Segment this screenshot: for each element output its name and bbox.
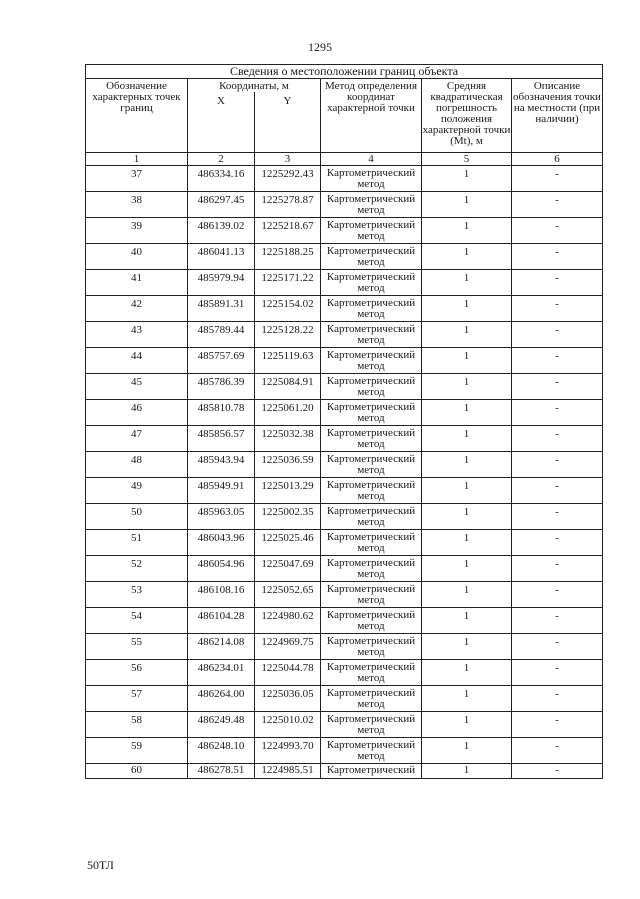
y-cell: 1225002.35 [255,504,321,530]
table-row [86,296,603,322]
x-cell: 485943.94 [188,452,255,478]
table-row [86,556,603,582]
header-method: Метод определения координат характерной точки [321,79,422,153]
point-cell: 55 [86,634,188,660]
point-cell: 38 [86,192,188,218]
y-cell: 1225171.22 [255,270,321,296]
column-number: 5 [422,153,512,166]
y-cell: 1225218.67 [255,218,321,244]
x-cell: 486214.08 [188,634,255,660]
column-numbers-row [86,153,603,166]
method-cell: Картометрический метод [321,712,422,738]
x-cell: 486041.13 [188,244,255,270]
method-cell: Картометрический метод [321,348,422,374]
header-designation: Обозначение характерных точек границ [86,79,188,153]
point-cell: 58 [86,712,188,738]
description-cell: - [512,244,603,270]
error-cell: 1 [422,270,512,296]
point-cell: 47 [86,426,188,452]
y-cell: 1225052.65 [255,582,321,608]
method-cell: Картометрический метод [321,296,422,322]
table-row [86,608,603,634]
error-cell: 1 [422,608,512,634]
description-cell: - [512,400,603,426]
point-cell: 51 [86,530,188,556]
error-cell: 1 [422,712,512,738]
error-cell: 1 [422,400,512,426]
error-cell: 1 [422,218,512,244]
method-cell: Картометрический метод [321,192,422,218]
point-cell: 54 [86,608,188,634]
y-cell: 1225278.87 [255,192,321,218]
page-number: 1295 [308,40,332,54]
table-row [86,478,603,504]
table-row [86,270,603,296]
y-cell: 1225036.05 [255,686,321,712]
error-cell: 1 [422,530,512,556]
x-cell: 486264.00 [188,686,255,712]
table-row [86,634,603,660]
header-coordinates: Координаты, м [188,79,321,93]
x-cell: 486108.16 [188,582,255,608]
description-cell: - [512,192,603,218]
x-cell: 486248.10 [188,738,255,764]
table-row [86,504,603,530]
method-cell: Картометрический метод [321,426,422,452]
point-cell: 43 [86,322,188,348]
table-row [86,218,603,244]
description-cell: - [512,712,603,738]
method-cell: Картометрический метод [321,322,422,348]
column-number: 3 [255,153,321,166]
table-title: Сведения о местоположении границ объекта [86,65,603,79]
x-cell: 485757.69 [188,348,255,374]
x-cell: 485963.05 [188,504,255,530]
point-cell: 50 [86,504,188,530]
point-cell: 40 [86,244,188,270]
y-cell: 1224969.75 [255,634,321,660]
header-row [86,79,603,93]
x-cell: 486334.16 [188,166,255,192]
x-cell: 485891.31 [188,296,255,322]
y-cell: 1224985.51 [255,764,321,779]
y-cell: 1225025.46 [255,530,321,556]
y-cell: 1224993.70 [255,738,321,764]
description-cell: - [512,166,603,192]
x-cell: 486249.48 [188,712,255,738]
description-cell: - [512,738,603,764]
description-cell: - [512,764,603,779]
method-cell: Картометрический метод [321,166,422,192]
point-cell: 56 [86,660,188,686]
x-cell: 486278.51 [188,764,255,779]
y-cell: 1225010.02 [255,712,321,738]
description-cell: - [512,348,603,374]
point-cell: 57 [86,686,188,712]
column-number: 2 [188,153,255,166]
table-row [86,374,603,400]
method-cell: Картометрический метод [321,582,422,608]
error-cell: 1 [422,426,512,452]
footer-code: 50ТЛ [87,858,114,872]
y-cell: 1225128.22 [255,322,321,348]
description-cell: - [512,478,603,504]
point-cell: 46 [86,400,188,426]
description-cell: - [512,608,603,634]
table-row [86,452,603,478]
method-cell: Картометрический метод [321,400,422,426]
boundary-points-table [85,64,603,779]
point-cell: 60 [86,764,188,779]
point-cell: 53 [86,582,188,608]
x-cell: 485949.91 [188,478,255,504]
point-cell: 44 [86,348,188,374]
error-cell: 1 [422,348,512,374]
y-cell: 1225084.91 [255,374,321,400]
table-row [86,348,603,374]
method-cell: Картометрический метод [321,686,422,712]
y-cell: 1225036.59 [255,452,321,478]
y-cell: 1225044.78 [255,660,321,686]
description-cell: - [512,270,603,296]
y-cell: 1225013.29 [255,478,321,504]
method-cell: Картометрический метод [321,478,422,504]
y-cell: 1225119.63 [255,348,321,374]
x-cell: 485979.94 [188,270,255,296]
point-cell: 59 [86,738,188,764]
x-cell: 486104.28 [188,608,255,634]
description-cell: - [512,582,603,608]
method-cell: Картометрический метод [321,556,422,582]
error-cell: 1 [422,634,512,660]
error-cell: 1 [422,192,512,218]
description-cell: - [512,530,603,556]
method-cell: Картометрический метод [321,244,422,270]
y-cell: 1225032.38 [255,426,321,452]
column-number: 4 [321,153,422,166]
method-cell: Картометрический метод [321,270,422,296]
method-cell: Картометрический метод [321,738,422,764]
x-cell: 485810.78 [188,400,255,426]
error-cell: 1 [422,738,512,764]
table-row [86,738,603,764]
y-cell: 1224980.62 [255,608,321,634]
point-cell: 45 [86,374,188,400]
description-cell: - [512,660,603,686]
error-cell: 1 [422,296,512,322]
column-number: 1 [86,153,188,166]
description-cell: - [512,296,603,322]
y-cell: 1225061.20 [255,400,321,426]
table-row [86,530,603,556]
error-cell: 1 [422,582,512,608]
x-cell: 485789.44 [188,322,255,348]
y-cell: 1225047.69 [255,556,321,582]
method-cell: Картометрический метод [321,530,422,556]
description-cell: - [512,322,603,348]
table-row [86,244,603,270]
error-cell: 1 [422,452,512,478]
table-row [86,192,603,218]
method-cell: Картометрический метод [321,374,422,400]
point-cell: 37 [86,166,188,192]
table-row [86,400,603,426]
table-row [86,686,603,712]
table-row [86,582,603,608]
error-cell: 1 [422,166,512,192]
description-cell: - [512,218,603,244]
method-cell: Картометрический метод [321,218,422,244]
description-cell: - [512,504,603,530]
table-title-row [86,65,603,79]
error-cell: 1 [422,504,512,530]
description-cell: - [512,426,603,452]
method-cell: Картометрический [321,764,422,779]
error-cell: 1 [422,244,512,270]
method-cell: Картометрический метод [321,634,422,660]
column-number: 6 [512,153,603,166]
header-x: X [188,92,255,153]
method-cell: Картометрический метод [321,504,422,530]
method-cell: Картометрический метод [321,660,422,686]
description-cell: - [512,374,603,400]
x-cell: 486139.02 [188,218,255,244]
point-cell: 48 [86,452,188,478]
error-cell: 1 [422,478,512,504]
x-cell: 486234.01 [188,660,255,686]
table-row [86,166,603,192]
point-cell: 39 [86,218,188,244]
table-row [86,426,603,452]
method-cell: Картометрический метод [321,608,422,634]
x-cell: 485786.39 [188,374,255,400]
error-cell: 1 [422,764,512,779]
table-row [86,712,603,738]
error-cell: 1 [422,322,512,348]
description-cell: - [512,452,603,478]
x-cell: 486054.96 [188,556,255,582]
error-cell: 1 [422,556,512,582]
error-cell: 1 [422,374,512,400]
y-cell: 1225292.43 [255,166,321,192]
error-cell: 1 [422,660,512,686]
point-cell: 49 [86,478,188,504]
header-y: Y [255,92,321,153]
description-cell: - [512,634,603,660]
x-cell: 486297.45 [188,192,255,218]
table-row [86,322,603,348]
x-cell: 486043.96 [188,530,255,556]
description-cell: - [512,686,603,712]
method-cell: Картометрический метод [321,452,422,478]
table-row [86,764,603,779]
error-cell: 1 [422,686,512,712]
point-cell: 41 [86,270,188,296]
header-error: Средняя квадратическая погрешность положения характерной точки (Mt), м [422,79,512,153]
table-row [86,660,603,686]
point-cell: 52 [86,556,188,582]
y-cell: 1225154.02 [255,296,321,322]
description-cell: - [512,556,603,582]
x-cell: 485856.57 [188,426,255,452]
header-description: Описание обозначения точки на местности (при наличии) [512,79,603,153]
y-cell: 1225188.25 [255,244,321,270]
point-cell: 42 [86,296,188,322]
